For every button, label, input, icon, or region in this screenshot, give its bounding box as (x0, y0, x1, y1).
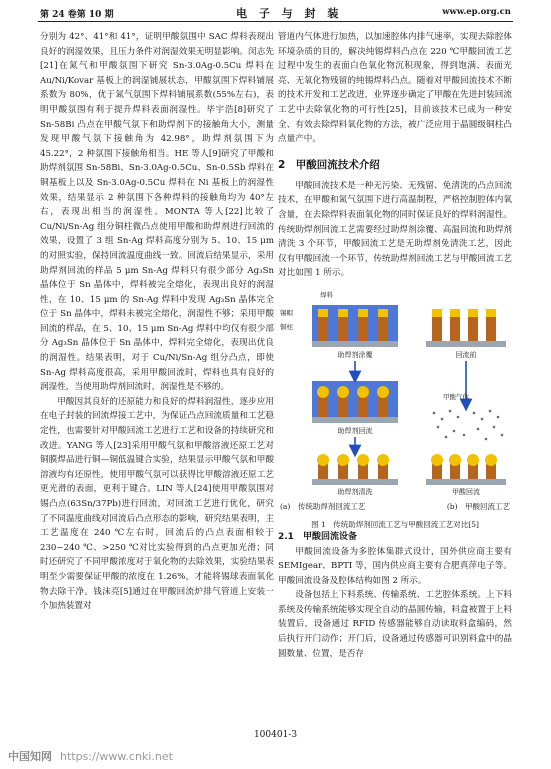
figure-subcaptions (278, 501, 512, 512)
issue-label: 第 24 卷第 10 期 (40, 10, 114, 20)
watermark-brand: 中国知网 (8, 750, 52, 763)
subsection-paragraph-2: 设备包括上下料系统、传输系统、工艺腔体系统。上下料系统及传输系统能够实现全自动的晶圆传输，料盒被置于上料装置后，设备通过 RFID 传感器能够自动读取料盒编码，然后执行开门动作；开门后，设备通过传感器可识别料盒中的晶圆数量、位置，是否存 (278, 590, 512, 659)
process-diagram (278, 285, 512, 495)
left-paragraph-2: 甲酸因其良好的还原能力和良好的焊料润湿性，逐步应用在电子封装的回流焊接工艺中，为保证凸点回流质量和工艺稳定性，也需要针对甲酸回流工艺进行工艺和设备的持续研究和改进。YANG 等人[23]采用甲酸气氛和甲酸溶液还原工艺对铜膜焊品进行铜—铜低温键合实验，结果显示甲酸气氛和甲酸溶液均有还原性，使用甲酸气氛可以获得比甲酸溶液还原工艺更光滑的表面，更利于键合。LIN 等人[24]使用甲酸氛围对锡凸点(63Sn/37Pb)进行回流，对回流工艺进行优化，研究了不同温度曲线对回流后凸点形态的影响，研究结果表明，主工艺温度在 240 ℃左右时，回流后的凸点表面相较于 230~240 ℃、>250 ℃对比实验得到的凸点更加光滑；同时还研究了不同甲酸浓度对于氧化物的去除效果，实验结果表明至少需要保证甲酸的浓度在 1.26%，才能将锡球表面氧化物去除干净。钱沫亮[5]通过在甲酸回流炉排气管道上安装一个加热装置对 (40, 396, 274, 612)
journal-title: 电 子 与 封 装 (236, 7, 343, 20)
header-rule (38, 21, 513, 22)
step-flux-reflow: 助焊剂回流 (337, 426, 373, 435)
subsection-paragraph-1: 甲酸回流设备为多腔体集群式设计，国外供应商主要有 SEMIgear、BPTI 等，国内供应商主要有合肥真萍电子等。甲酸回流设备及腔体结构如图 2 所示。 (278, 546, 512, 586)
subcaption-b: (b) 甲酸回流工艺 (446, 501, 510, 511)
step-flux-coat: 助焊剂涂覆 (337, 350, 373, 359)
stage-flux-clean (312, 454, 398, 495)
stage-flux-reflow (312, 381, 398, 435)
stage-before-reflow (426, 309, 506, 359)
step-before-reflow: 回流前 (455, 350, 477, 359)
label-copper: 铜柱 (280, 322, 293, 331)
left-paragraph-1: 分别为 42°、41°和 41°，证明甲酸氛围中 SAC 焊料表现出良好的润湿效果，且压力条件对润湿效果无明显影响。闵志先[21]在氮气和甲酸氛围下研究 Sn-3.0Ag-0.5Cu 焊料在 Au/Ni/Kovar 基板上的润湿铺展状态，甲酸氛围下焊料铺展系数为 80%，优于氮气氛围下焊料铺展系数(55%左右)，表明甲酸氛围有利于提升焊料表面润湿性。毕宇浩[8]研究了 Sn-58Bi 凸点在甲酸气氛下和助焊剂下的接触角大小，测量发现甲酸气氛下接触角为 42.98°，助焊剂氛围下为 45.22°，2 种氛围下接触角相当。HE 等人[9]研究了甲酸和助焊剂氛围 Sn-58Bi、Sn-3.0Ag-0.5Cu、Sn-0.5Sb 焊料在铜基板上以及 Sn-3.0Ag-0.5Cu 焊料在 Ni 基板上的润湿性效果，结果显示 2 种氛围下各种焊料的接触角均为 40°左右，表现出相当的润湿性。MONTA 等人[22]比较了 Cu/Ni/Sn-Ag 组分铜柱微凸点使用甲酸和助焊剂进行回流的效果，设置了 3 组 Sn-Ag 焊料高度分别为 5、10、15 μm 的对照实验，保持回流温度曲线一致。回流后结果显示，采用助焊剂回流的样品 5 μm Sn-Ag 焊料只有很少部分 Ag₃Sn 晶体位于 Sn 晶体中，焊料被完全熔化，表现出良好的润湿性，在 10、15 μm 的 Sn-Ag 焊料中发现 Ag₃Sn 晶体完全位于 Sn 晶体中，焊料未被完全熔化，润湿性不够；采用甲酸回流的样品，在 5、10、15 μm Sn-Ag 焊料中均仅有很少部分 Ag₃Sn 晶体位于 Sn 晶体中，焊料完全熔化，表现出优良的润湿性。结果表明，对于 Cu/Ni/Sn-Ag 组分凸点，即使 Sn-Ag 焊料高度很高，采用甲酸回流时，焊料也具有良好的润湿性，当使用助焊剂回流时，润湿性是不够的。 (40, 32, 274, 393)
step-formic-reflow: 甲酸回流 (452, 487, 480, 495)
label-formic-gas: 甲酸气体 (443, 392, 469, 401)
right-column (278, 30, 512, 661)
subsection-title: 2.1 甲酸回流设备 (278, 531, 357, 542)
subcaption-a: (a) 传统助焊剂回流工艺 (280, 501, 366, 511)
label-solder: 焊料 (320, 290, 333, 299)
figure-1 (278, 285, 512, 517)
left-column (40, 30, 274, 614)
section-title: 2 甲酸回流技术介绍 (278, 158, 380, 171)
journal-url: www.ep.org.cn (442, 7, 511, 17)
label-tin-cap: 锡帽 (280, 308, 293, 317)
formic-gas-dots (433, 410, 504, 441)
page-number: 100401-3 (253, 730, 298, 740)
right-intro-paragraph: 管道内气体进行加热，以加速腔体内排气速率，实现去除腔体环境杂质的目的，解决纯锡焊料凸点在 220 ℃甲酸回流工艺过程中发生的表面白色氧化物沉积现象，得到饱满、表面光亮、无氧化物残留的纯锡焊料凸点。随着对甲酸回流技术不断的技术开发和工艺改进，业界逐步确定了甲酸在先进封装回流工艺中去除氧化物的可行性[25]，目前该技术已成为一种安全、有效去除焊料氧化物的方法，被广泛应用于晶圆级铜柱凸点量产中。 (278, 32, 512, 145)
watermark (8, 748, 173, 764)
step-flux-clean: 助焊剂清洗 (337, 487, 373, 495)
section-paragraph: 甲酸回流技术是一种无污染、无残留、免清洗的凸点回流技术，在甲酸和氮气氛围下进行高温制程，严格控制腔体内氧含量，在去除焊料表面氧化物的同时保证良好的焊料润湿性。传统助焊剂回流工艺需要经过助焊剂涂覆、高温回流和助焊剂清洗 3 个环节，甲酸回流工艺是无助焊剂免清洗工艺，因此仅有甲酸回流一个环节，传统助焊剂回流工艺与甲酸回流工艺对比如图 1 所示。 (278, 180, 512, 279)
page-header (0, 0, 551, 24)
stage-formic-reflow (426, 454, 506, 495)
stage-flux-coat (280, 290, 398, 359)
watermark-url: https://www.cnki.net (60, 750, 173, 763)
figure-caption: 图 1 传统助焊剂回流工艺与甲酸回流工艺对比[5] (311, 519, 479, 529)
